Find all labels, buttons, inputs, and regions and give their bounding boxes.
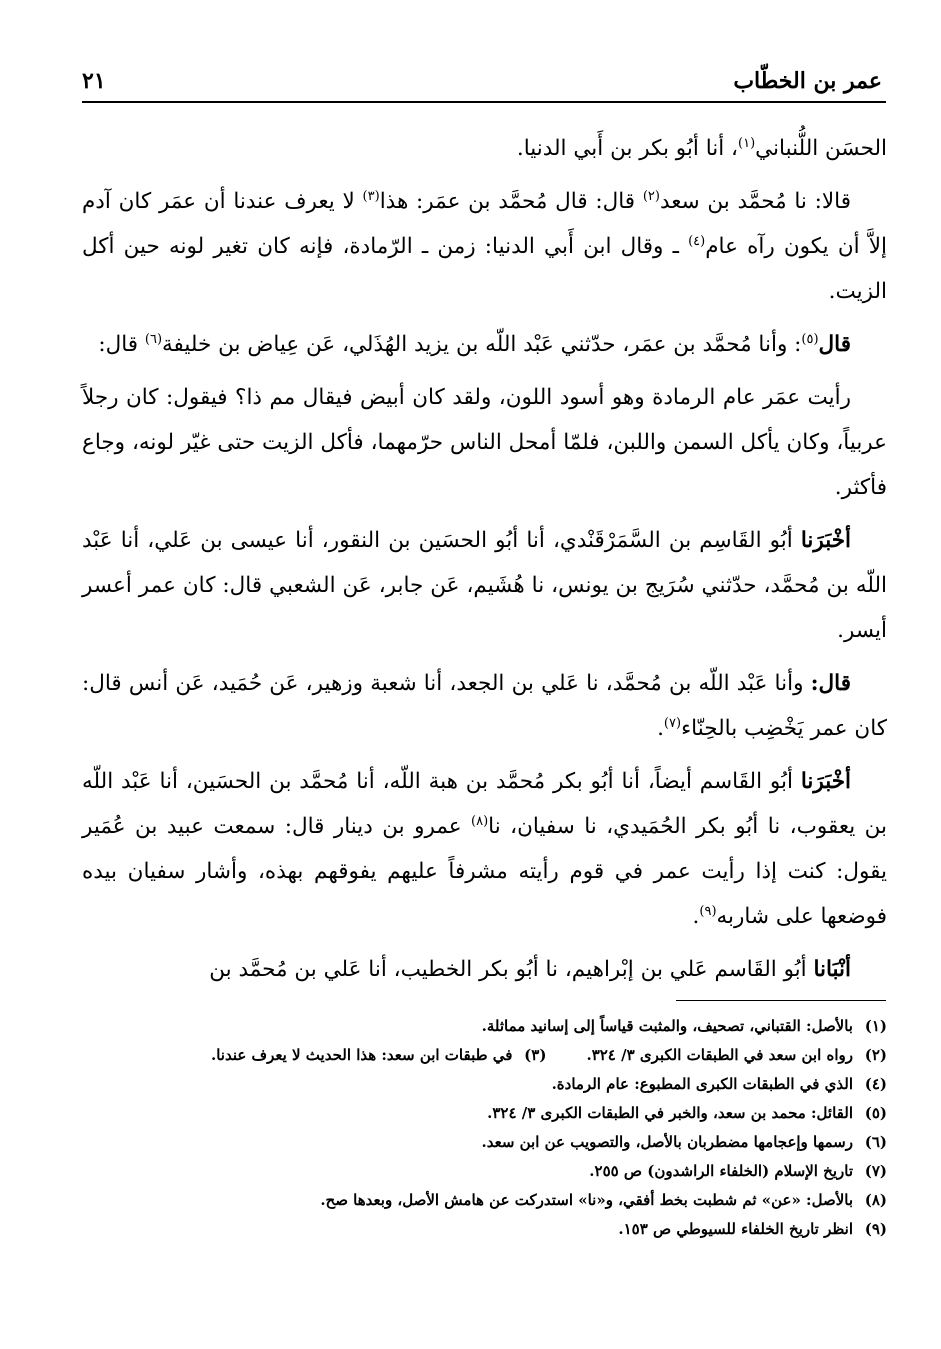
- footnote-4: [82, 1070, 887, 1099]
- paragraph-lead: أخْبَرَنا: [800, 769, 851, 794]
- footnote-number: (٣): [524, 1046, 547, 1064]
- footnote-ref-8: (٨): [471, 813, 489, 829]
- footnote-6: [82, 1128, 887, 1157]
- footnote-number: (٥): [864, 1104, 887, 1122]
- footnote-2: [82, 1041, 887, 1070]
- paragraph-7: [82, 759, 887, 939]
- text-segment: لا يعرف عندنا أن عمَر كان آدم إلاَّ أن يكون رآه عام: [82, 189, 887, 259]
- page-number: ٢١: [82, 68, 106, 94]
- paragraph-lead: أنْبَانا: [813, 957, 851, 982]
- footnote-ref-6: (٦): [144, 331, 163, 347]
- footnote-number: (٧): [864, 1162, 887, 1180]
- paragraph-4: [82, 375, 887, 510]
- footnote-text: انظر تاريخ الخلفاء للسيوطي ص ١٥٣.: [618, 1220, 853, 1238]
- footnote-7: [82, 1157, 887, 1186]
- footnote-ref-9: (٩): [699, 903, 717, 919]
- text-segment: رأيت عمَر عام الرمادة وهو أسود اللون، ولقد كان أبيض فيقال مم ذا؟ فيقول: كان رجلاً عربياً، وكان يأكل السمن واللبن، فلمّا أمحل الناس حرّمهما، فأكل الزيت حتى غيّر لونه، وجاع فأكثر.: [82, 385, 887, 500]
- paragraph-1: [82, 126, 887, 171]
- footnote-3-inline: [211, 1041, 546, 1070]
- footnote-5: [82, 1099, 887, 1128]
- paragraph-lead: قال:: [810, 671, 851, 696]
- paragraph-5: [82, 518, 887, 653]
- footnote-9: [82, 1215, 887, 1244]
- text-segment: الحسَن اللُّنباني: [755, 136, 887, 161]
- footnote-text: القائل: محمد بن سعد، والخبر في الطبقات الكبرى ٣/ ٣٢٤.: [487, 1104, 853, 1122]
- text-segment: أبُو القَاسم أيضاً، أنا أبُو بكر مُحمَّد بن هبة اللّه، أنا مُحمَّد بن الحسَين، أنا عَبْد اللّه بن يعقوب، نا أبُو بكر الحُمَيدي، نا سفيان، نا: [82, 769, 887, 839]
- paragraph-lead: أخْبَرَنا: [800, 528, 851, 553]
- footnote-text: الذي في الطبقات الكبرى المطبوع: عام الرمادة.: [551, 1075, 853, 1093]
- text-segment: وأنا عَبْد اللّه بن مُحمَّد، نا عَلي بن الجعد، أنا شعبة وزهير، عَن حُمَيد، عَن أنس قال: كان عمر يَخْضِب بالحِنّاء: [82, 671, 887, 741]
- text-segment: أبُو القَاسِم بن السَّمَرْقَنْدي، أنا أبُو الحسَين بن النقور، أنا عيسى بن عَلي، أنا عَبْد اللّه بن مُحمَّد، حدّثني سُرَيج بن يونس، نا هُشَيم، عَن جابر، عَن الشعبي قال: كان عمر أعسر أيسر.: [82, 528, 887, 643]
- header-rule: [82, 101, 886, 103]
- footnote-text: رواه ابن سعد في الطبقات الكبرى ٣/ ٣٢٤.: [586, 1046, 853, 1064]
- text-segment: .: [692, 904, 700, 929]
- footnote-8: [82, 1186, 887, 1215]
- paragraph-3: [82, 322, 887, 367]
- footnote-text: في طبقات ابن سعد: هذا الحديث لا يعرف عندنا.: [211, 1046, 513, 1064]
- text-segment: ، أنا أبُو بكر بن أَبي الدنيا.: [516, 136, 738, 161]
- footnote-number: (١): [864, 1017, 887, 1035]
- header-title: عمر بن الخطّاب: [733, 68, 882, 94]
- footnotes: [82, 1012, 887, 1244]
- footnote-number: (٤): [864, 1075, 887, 1093]
- footnote-rule: [676, 1000, 886, 1001]
- text-segment: عمرو بن دينار قال: سمعت عبيد بن عُمَير يقول: كنت إذا رأيت عمر في قوم رأيته مشرفاً عليهم يفوقهم بهذه، وأشار سفيان بيده فوضعها على شاربه: [82, 814, 887, 929]
- text-segment: .: [657, 716, 664, 741]
- footnote-ref-2: (٢): [642, 188, 660, 204]
- text-segment: قال:: [98, 332, 145, 357]
- footnote-ref-7: (٧): [663, 715, 682, 731]
- footnote-ref-1: (١): [738, 135, 756, 151]
- footnote-ref-3: (٣): [362, 188, 380, 204]
- footnote-number: (٨): [864, 1191, 887, 1209]
- paragraph-8: [82, 947, 887, 992]
- running-header: [82, 68, 882, 100]
- footnote-ref-5: (٥): [801, 331, 819, 347]
- main-text: [82, 126, 887, 1000]
- footnote-ref-4: (٤): [688, 233, 706, 249]
- footnote-text: بالأصل: القتباني، تصحيف، والمثبت قياساً إلى إسانيد مماثلة.: [481, 1017, 853, 1035]
- text-segment: قالا: نا مُحمَّد بن سعد: [659, 189, 851, 214]
- paragraph-2: [82, 179, 887, 314]
- footnote-number: (٩): [864, 1220, 887, 1238]
- text-segment: ـ وقال ابن أَبي الدنيا: زمن ـ الرّمادة، فإنه كان تغير لونه حين أكل الزيت.: [82, 234, 887, 304]
- paragraph-6: [82, 661, 887, 751]
- text-segment: أبُو القَاسم عَلي بن إبْراهيم، نا أبُو بكر الخطيب، أنا عَلي بن مُحمَّد بن: [209, 957, 814, 982]
- footnote-text: بالأصل: «عن» ثم شطبت بخط أفقي، و«نا» استدركت عن هامش الأصل، وبعدها صح.: [320, 1191, 853, 1209]
- footnote-1: [82, 1012, 887, 1041]
- footnote-number: (٢): [864, 1046, 887, 1064]
- paragraph-lead: قال: [818, 332, 851, 357]
- footnote-text: تاريخ الإسلام (الخلفاء الراشدون) ص ٢٥٥.: [589, 1162, 853, 1180]
- footnote-number: (٦): [864, 1133, 887, 1151]
- footnote-text: رسمها وإعجامها مضطربان بالأصل، والتصويب عن ابن سعد.: [481, 1133, 853, 1151]
- text-segment: : وأنا مُحمَّد بن عمَر، حدّثني عَبْد اللّه بن يزيد الهُذَلي، عَن عِياض بن خليفة: [162, 332, 802, 357]
- text-segment: قال: قال مُحمَّد بن عمَر: هذا: [379, 189, 643, 214]
